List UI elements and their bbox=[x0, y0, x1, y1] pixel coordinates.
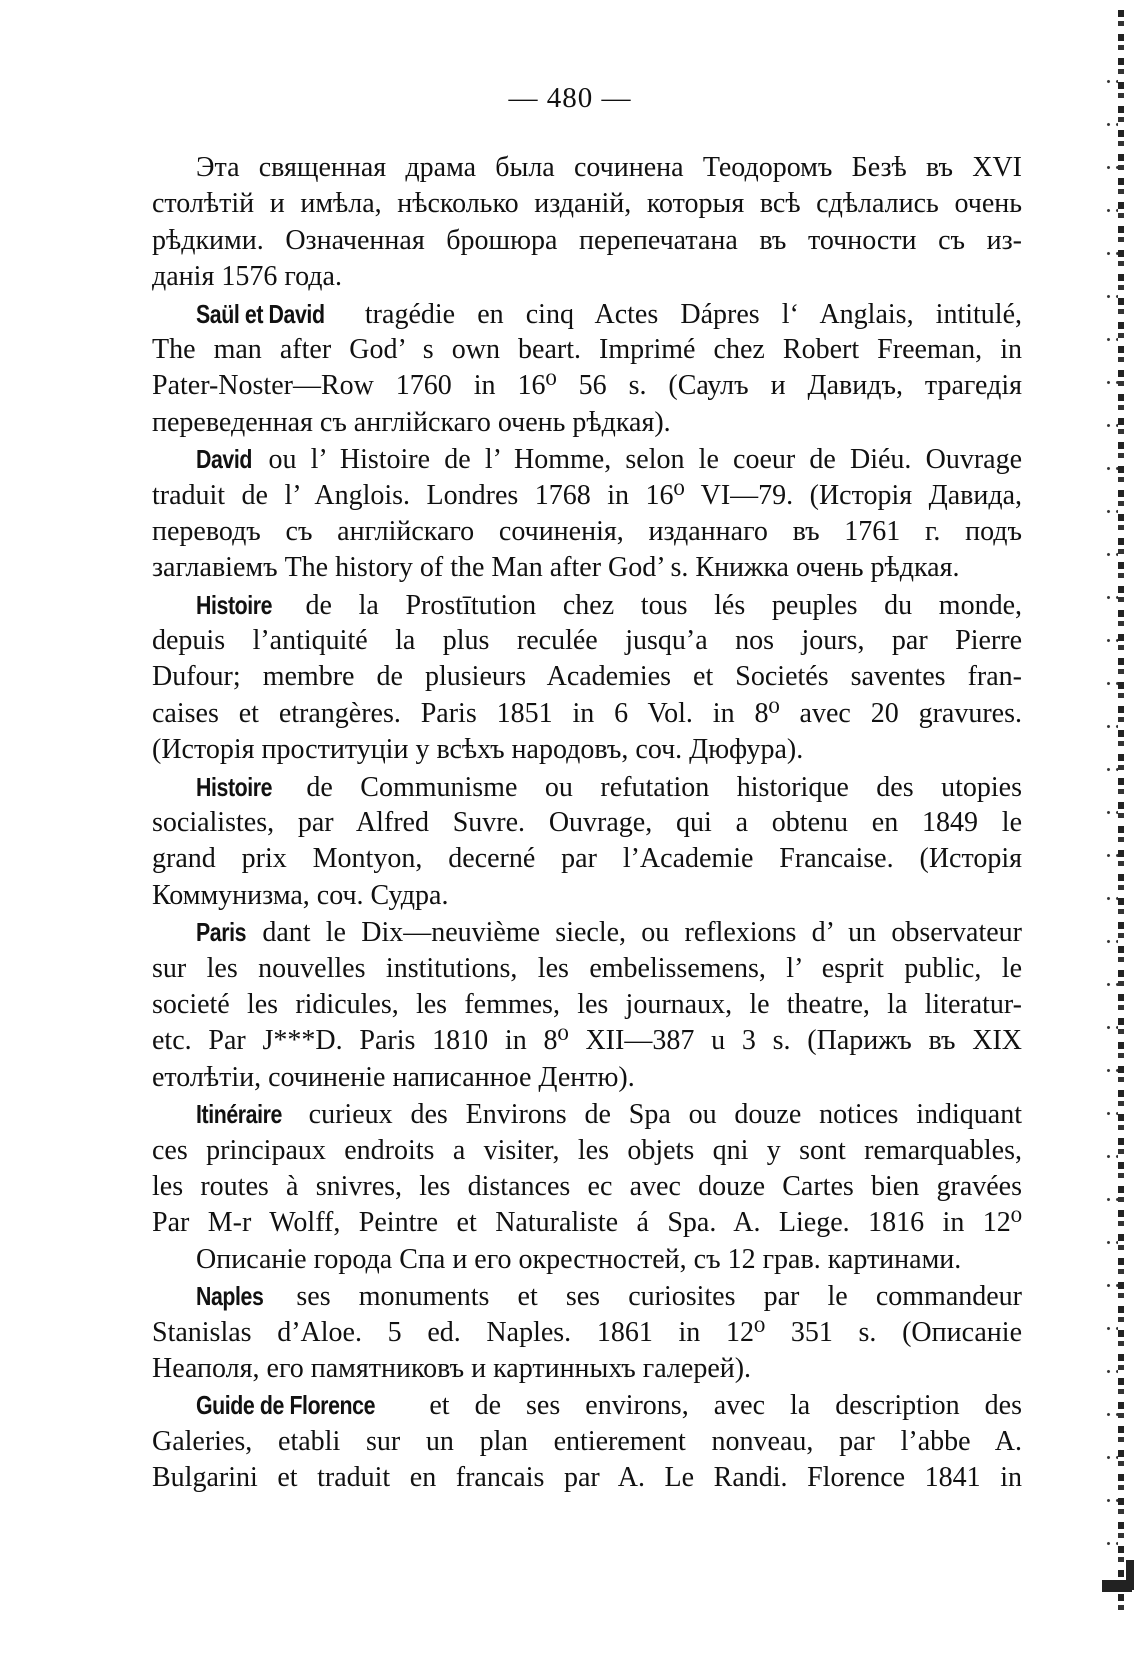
text-line: les routes à snivres, les distances ec avec douze Cartes bien gravées bbox=[152, 1170, 1022, 1202]
text-line: Dufour; membre de plusieurs Academies et Societés saventes fran- bbox=[152, 661, 1022, 693]
text-line: grand prix Montyon, decerné par l’Academie Francaise. (Исторія bbox=[152, 843, 1022, 875]
text-line: (Исторія проституціи у всѣхъ народовъ, соч. Дюфура). bbox=[152, 734, 804, 766]
text-line-rest: dant le Dix—neuvième siecle, ou reflexions d’ un observateur bbox=[262, 917, 1022, 949]
entry-paris bbox=[152, 914, 1022, 1096]
text-line: Stanislas d’Aloe. 5 ed. Naples. 1861 in 12⁰ 351 s. (Описаніе bbox=[152, 1316, 1022, 1348]
page-edge-specks bbox=[1104, 60, 1118, 1620]
entry-spa-description bbox=[152, 1242, 1022, 1278]
text-line: Описаніе города Спа и его окрестностей, съ 12 грав. картинами. bbox=[196, 1243, 962, 1275]
entry-histoire-communisme bbox=[152, 769, 1022, 915]
text-line: етолѣтіи, сочиненіе написанное Дентю). bbox=[152, 1061, 635, 1093]
text-line-rest: ses monuments et ses curiosites par le commandeur bbox=[296, 1281, 1022, 1313]
entry-lead-title: Histoire bbox=[196, 771, 273, 802]
text-line-rest: tragédie en cinq Actes Dápres l‘ Anglais, intitulé, bbox=[364, 298, 1023, 330]
text-line: caises et etrangères. Paris 1851 in 6 Vol. in 8⁰ avec 20 gravures. bbox=[152, 697, 1022, 729]
text-line bbox=[152, 1278, 1022, 1314]
text-line bbox=[152, 1387, 1022, 1423]
text-line: traduit de l’ Anglois. Londres 1768 in 16⁰ VI—79. (Исторія Давида, bbox=[152, 479, 1022, 511]
text-line: socialistes, par Alfred Suvre. Ouvrage, qui a obtenu en 1849 le bbox=[152, 807, 1022, 839]
entry-beza-drama bbox=[152, 150, 1022, 296]
text-line-rest: et de ses environs, avec la description des bbox=[429, 1390, 1023, 1422]
text-line bbox=[152, 914, 1022, 950]
text-line-rest: curieux des Environs de Spa ou douze notices indiquant bbox=[308, 1099, 1022, 1131]
text-line: etc. Par J***D. Paris 1810 in 8⁰ XII—387 u 3 s. (Парижъ въ XIX bbox=[152, 1025, 1022, 1057]
entry-lead-title: Histoire bbox=[196, 589, 273, 620]
text-line: данія 1576 года. bbox=[152, 261, 342, 293]
scanned-page-edge bbox=[1096, 0, 1140, 1657]
text-line: переведенная съ англійскаго очень рѣдкая). bbox=[152, 406, 671, 438]
entry-david bbox=[152, 441, 1022, 587]
entry-saul-et-david bbox=[152, 296, 1022, 442]
entry-lead-title: Saül et David bbox=[196, 298, 325, 329]
entry-lead-title: Naples bbox=[196, 1281, 264, 1312]
text-line bbox=[152, 441, 1022, 477]
text-line: рѣдкими. Означенная брошюра перепечатана въ точности съ из- bbox=[152, 224, 1022, 256]
text-line: sur les nouvelles institutions, les embelissemens, l’ esprit public, le bbox=[152, 952, 1022, 984]
text-line: Эта священная драма была сочинена Теодоромъ Безѣ въ XVI bbox=[196, 152, 1022, 183]
text-line: Неаполя, его памятниковъ и картинныхъ галерей). bbox=[152, 1352, 752, 1384]
book-listing-text bbox=[152, 150, 1022, 1496]
page-edge-shadow bbox=[1118, 10, 1124, 1610]
text-line bbox=[152, 1096, 1022, 1132]
text-line: заглавіемъ The history of the Man after God’ s. Книжка очень рѣдкая. bbox=[152, 552, 960, 584]
entry-lead-title: Itinéraire bbox=[196, 1099, 282, 1130]
text-line: Galeries, etabli sur un plan entierement nonveau, par l’abbe A. bbox=[152, 1425, 1022, 1457]
entry-lead-title: David bbox=[196, 444, 253, 475]
text-line bbox=[152, 296, 1022, 332]
entry-lead-title: Paris bbox=[196, 917, 247, 948]
text-line: Bulgarini et traduit en francais par A. Le Randi. Florence 1841 in bbox=[152, 1462, 1022, 1494]
entry-guide-florence bbox=[152, 1387, 1022, 1496]
text-line: societé les ridicules, les femmes, les journaux, le theatre, la literatur- bbox=[152, 988, 1022, 1020]
text-line-rest: de Communisme ou refutation historique des utopies bbox=[306, 771, 1022, 803]
page-number: — 480 — bbox=[508, 82, 632, 114]
text-line: Pater-Noster—Row 1760 in 16⁰ 56 s. (Саулъ и Давидъ, трагедія bbox=[152, 370, 1022, 402]
text-line: The man after God’ s own beart. Imprimé chez Robert Freeman, in bbox=[152, 333, 1022, 365]
text-line: столѣтій и имѣла, нѣсколько изданій, которыя всѣ сдѣлались очень bbox=[152, 188, 1022, 220]
text-line: Par M-r Wolff, Peintre et Naturaliste á Spa. A. Liege. 1816 in 12⁰ bbox=[152, 1207, 1022, 1239]
text-line-rest: de la Prostītution chez tous lés peuples du monde, bbox=[305, 589, 1023, 621]
text-line: Коммунизма, соч. Судра. bbox=[152, 879, 449, 911]
page-edge-mark bbox=[1126, 1560, 1134, 1590]
text-line bbox=[152, 769, 1022, 805]
entry-itineraire-spa bbox=[152, 1096, 1022, 1242]
entry-histoire-prostitution bbox=[152, 587, 1022, 769]
entry-lead-title: Guide de Florence bbox=[196, 1390, 376, 1421]
text-line: переводъ съ англійскаго сочиненія, изданнаго въ 1761 г. подъ bbox=[152, 515, 1022, 547]
text-line: depuis l’antiquité la plus reculée jusqu’a nos jours, par Pierre bbox=[152, 625, 1022, 657]
entry-naples bbox=[152, 1278, 1022, 1387]
text-line-rest: ou l’ Histoire de l’ Homme, selon le coeur de Diéu. Ouvrage bbox=[268, 444, 1022, 476]
text-line bbox=[152, 587, 1022, 623]
text-line: ces principaux endroits a visiter, les objets qni y sont remarquables, bbox=[152, 1134, 1022, 1166]
